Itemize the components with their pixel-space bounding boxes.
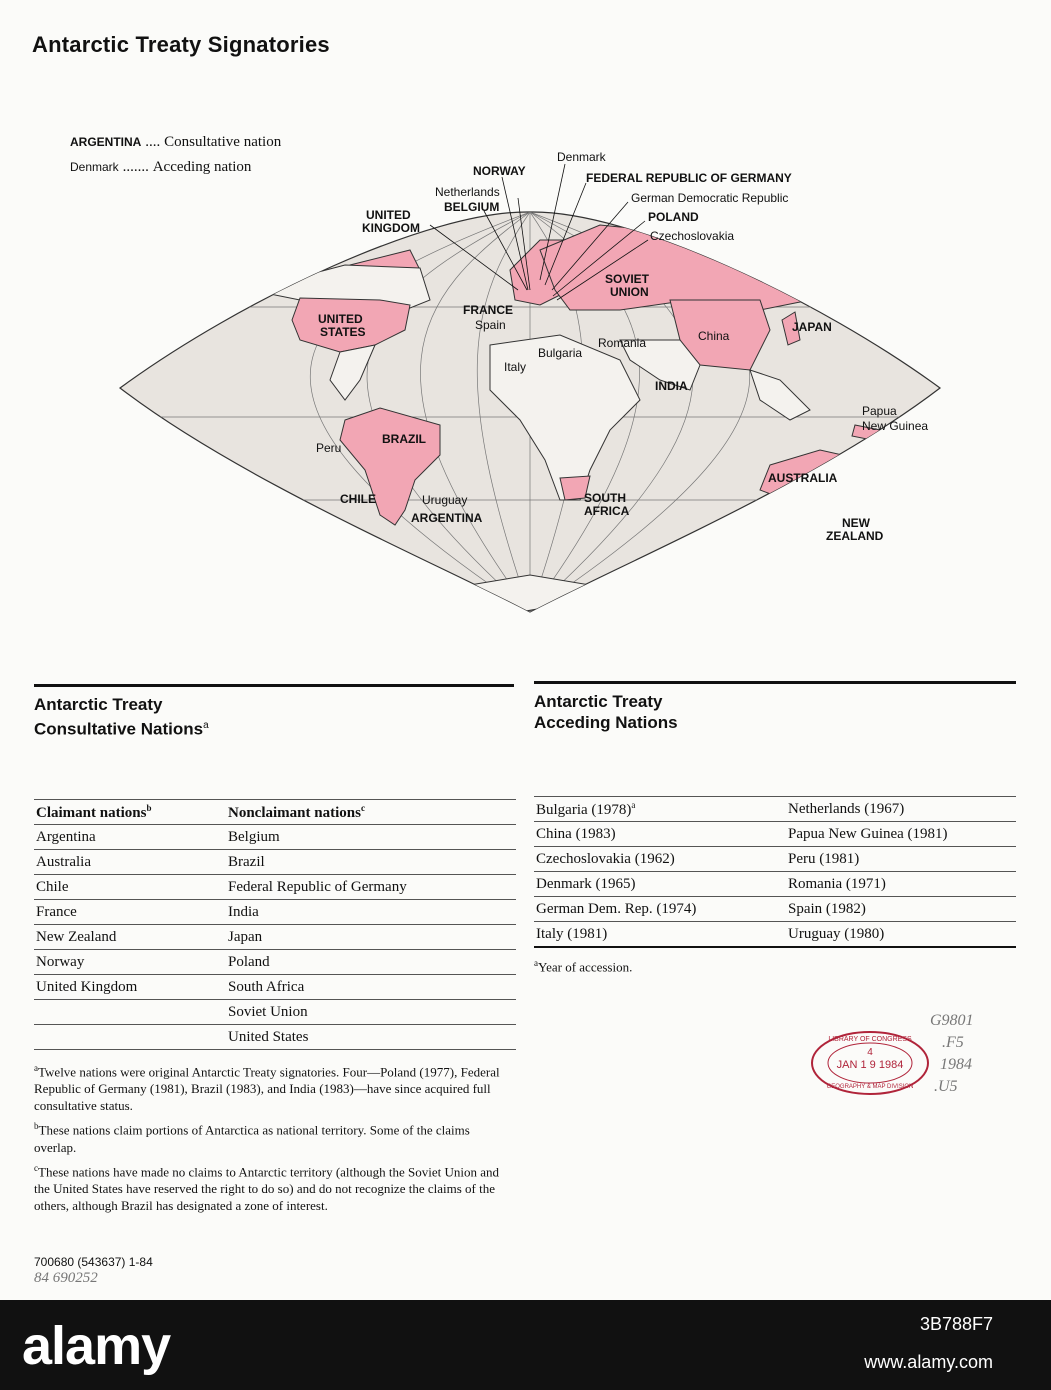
acceding-table-body bbox=[534, 797, 1016, 948]
library-stamp bbox=[808, 1028, 932, 1098]
label-denmark: Denmark bbox=[557, 150, 606, 164]
acceding-right-cell: Papua New Guinea (1981) bbox=[786, 822, 1016, 847]
table-row bbox=[34, 925, 516, 950]
footnote-a: $^a$Twelve nations were original Antarctic Treaty signatories. Four—Poland (1977), Federal Republic of Germany (1981), Brazil (1983), and India (1983)—have since acquired full consultative status. bbox=[34, 1063, 500, 1114]
label-poland: POLAND bbox=[648, 210, 699, 224]
label-argentina: ARGENTINA bbox=[411, 511, 483, 525]
legend-key-consultative: ARGENTINA bbox=[70, 135, 142, 149]
consultative-table-body bbox=[34, 825, 516, 1050]
table-row bbox=[534, 922, 1016, 948]
nonclaimant-cell: Japan bbox=[226, 925, 516, 950]
label-uk-line2: KINGDOM bbox=[362, 221, 420, 235]
acceding-left-cell: Czechoslovakia (1962) bbox=[534, 847, 786, 872]
footnote-c: $^c$These nations have made no claims to Antarctic territory (although the Soviet Union and the United States have reserved the right to do so) and do not recognize the claims of the others, although Brazil has designated a zone of interest. bbox=[34, 1162, 500, 1213]
acceding-heading bbox=[534, 691, 678, 733]
footer-brand: alamy bbox=[22, 1316, 171, 1376]
acceding-left-cell: German Dem. Rep. (1974) bbox=[534, 897, 786, 922]
label-south-africa-line1: SOUTH bbox=[584, 491, 626, 505]
handwritten-call-number: G9801 .F5 1984 .U5 bbox=[930, 1012, 974, 1095]
acceding-left-cell: Bulgaria $(1978)^a$ bbox=[534, 797, 786, 822]
nonclaimant-cell: Belgium bbox=[226, 825, 516, 850]
watermark-footer bbox=[0, 1300, 1051, 1390]
table-row bbox=[534, 847, 1016, 872]
label-china: China bbox=[698, 329, 730, 343]
table-row bbox=[34, 950, 516, 975]
acceding-left-cell: China (1983) bbox=[534, 822, 786, 847]
stamp-top: LIBRARY OF CONGRESS bbox=[828, 1036, 912, 1043]
label-norway: NORWAY bbox=[473, 164, 526, 178]
page-title: Antarctic Treaty Signatories bbox=[32, 32, 330, 57]
label-nz-line1: NEW bbox=[842, 516, 870, 530]
nonclaimant-cell: Soviet Union bbox=[226, 1000, 516, 1025]
table-row bbox=[34, 1000, 516, 1025]
legend-desc-consultative: Consultative nation bbox=[164, 134, 282, 150]
col-header-nonclaimant: Nonclaimant nations$^c$ bbox=[226, 800, 516, 825]
map-code: 700680 (543637) 1-84 bbox=[34, 1255, 153, 1269]
footer-url: www.alamy.com bbox=[864, 1352, 993, 1372]
label-brazil: BRAZIL bbox=[382, 432, 426, 446]
acceding-left-cell: Denmark (1965) bbox=[534, 872, 786, 897]
label-uruguay: Uruguay bbox=[422, 493, 468, 507]
consultative-heading-line2: Consultative Nations bbox=[34, 719, 204, 739]
stamp-bottom: GEOGRAPHY & MAP DIVISION bbox=[826, 1084, 914, 1090]
nonclaimant-cell: Federal Republic of Germany bbox=[226, 875, 516, 900]
label-south-africa-line2: AFRICA bbox=[584, 504, 630, 518]
nonclaimant-cell: India bbox=[226, 900, 516, 925]
acceding-left-cell: Italy (1981) bbox=[534, 922, 786, 948]
label-belgium: BELGIUM bbox=[444, 200, 500, 214]
table-row bbox=[34, 850, 516, 875]
label-france: FRANCE bbox=[463, 303, 513, 317]
label-chile: CHILE bbox=[340, 492, 376, 506]
footnote-b: $^b$These nations claim portions of Antarctica as national territory. Some of the claims overlap. bbox=[34, 1121, 470, 1155]
footer-image-id: 3B788F7 bbox=[919, 1314, 993, 1334]
acceding-right-cell: Uruguay (1980) bbox=[786, 922, 1016, 948]
label-papua-line2: New Guinea bbox=[862, 419, 929, 433]
consultative-heading bbox=[34, 694, 209, 740]
label-spain: Spain bbox=[475, 318, 506, 332]
label-nz-line2: ZEALAND bbox=[826, 529, 884, 543]
label-italy: Italy bbox=[504, 360, 527, 374]
land-new-zealand bbox=[820, 510, 835, 530]
col-header-claimant: Claimant nations$^b$ bbox=[34, 800, 226, 825]
table-row bbox=[34, 825, 516, 850]
nonclaimant-cell: Brazil bbox=[226, 850, 516, 875]
claimant-cell: Chile bbox=[34, 875, 226, 900]
table-row bbox=[34, 875, 516, 900]
label-peru: Peru bbox=[316, 441, 342, 455]
acceding-right-cell: Peru (1981) bbox=[786, 847, 1016, 872]
table-row bbox=[534, 797, 1016, 822]
section-rule-acceding bbox=[534, 681, 1016, 684]
stamp-date: JAN 1 9 1984 bbox=[836, 1059, 904, 1071]
acceding-heading-line2: Acceding Nations bbox=[534, 713, 678, 732]
table-row bbox=[34, 900, 516, 925]
table-row bbox=[534, 822, 1016, 847]
acceding-right-cell: Romania (1971) bbox=[786, 872, 1016, 897]
consultative-table bbox=[34, 799, 516, 1050]
label-soviet-line2: UNION bbox=[610, 285, 649, 299]
legend-key-acceding: Denmark bbox=[70, 160, 119, 174]
nonclaimant-cell: South Africa bbox=[226, 975, 516, 1000]
claimant-cell: Argentina bbox=[34, 825, 226, 850]
stamp-number: 4 bbox=[867, 1047, 873, 1058]
claimant-cell: United Kingdom bbox=[34, 975, 226, 1000]
legend-dots-consultative: .... bbox=[145, 134, 161, 150]
claimant-cell bbox=[34, 1000, 226, 1025]
label-soviet-line1: SOVIET bbox=[605, 272, 650, 286]
table-row bbox=[534, 872, 1016, 897]
legend-dots-acceding: ....... bbox=[122, 159, 149, 175]
label-netherlands: Netherlands bbox=[435, 185, 500, 199]
table-row bbox=[34, 1025, 516, 1050]
acceding-heading-line1: Antarctic Treaty bbox=[534, 692, 663, 711]
acceding-right-cell: Netherlands (1967) bbox=[786, 797, 1016, 822]
nonclaimant-cell: United States bbox=[226, 1025, 516, 1050]
consultative-heading-line1: Antarctic Treaty bbox=[34, 695, 163, 714]
label-romania: Romania bbox=[598, 336, 647, 350]
label-frg: FEDERAL REPUBLIC OF GERMANY bbox=[586, 171, 792, 185]
claimant-cell: New Zealand bbox=[34, 925, 226, 950]
label-gdr: German Democratic Republic bbox=[631, 191, 789, 205]
label-us-line1: UNITED bbox=[318, 312, 363, 326]
claimant-cell: Norway bbox=[34, 950, 226, 975]
label-australia: AUSTRALIA bbox=[768, 471, 838, 485]
consultative-heading-note: a bbox=[203, 720, 209, 731]
label-japan: JAPAN bbox=[792, 320, 832, 334]
claimant-cell: Australia bbox=[34, 850, 226, 875]
acceding-right-cell: Spain (1982) bbox=[786, 897, 1016, 922]
label-czechoslovakia: Czechoslovakia bbox=[650, 229, 735, 243]
legend-desc-acceding: Acceding nation bbox=[152, 159, 252, 175]
section-rule-consultative bbox=[34, 684, 514, 687]
acceding-footnote: $^a$Year of accession. bbox=[534, 958, 633, 975]
label-uk-line1: UNITED bbox=[366, 208, 411, 222]
acceding-table bbox=[534, 796, 1016, 948]
claimant-cell: France bbox=[34, 900, 226, 925]
claimant-cell bbox=[34, 1025, 226, 1050]
consultative-footnotes bbox=[34, 1060, 514, 1218]
handwritten-accession: 84 690252 bbox=[34, 1270, 98, 1286]
nonclaimant-cell: Poland bbox=[226, 950, 516, 975]
label-papua-line1: Papua bbox=[862, 404, 897, 418]
label-india: INDIA bbox=[655, 379, 688, 393]
table-row bbox=[34, 975, 516, 1000]
label-us-line2: STATES bbox=[320, 325, 366, 339]
label-bulgaria: Bulgaria bbox=[538, 346, 583, 360]
table-row bbox=[534, 897, 1016, 922]
world-map bbox=[0, 0, 1051, 680]
